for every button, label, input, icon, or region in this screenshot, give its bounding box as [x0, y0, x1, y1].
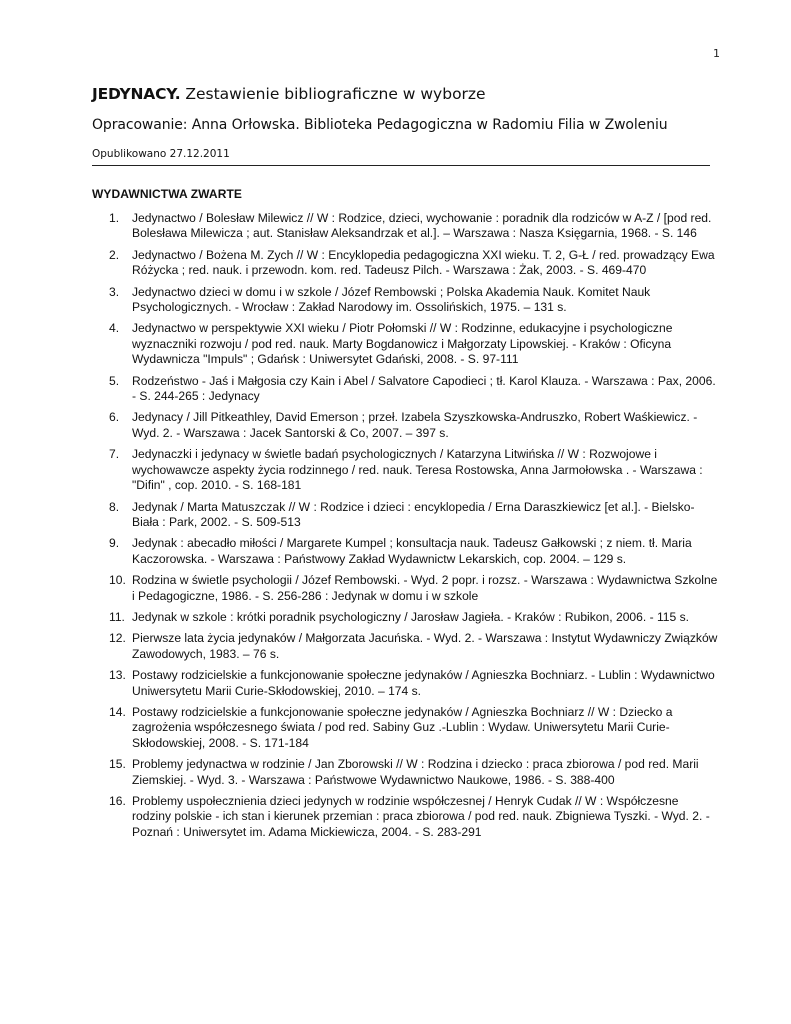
entry-text: Rodzina w świetle psychologii / Józef Rembowski. - Wyd. 2 popr. i rozsz. - Warszawa : Wydawnictwa Szkolne i Pedagogiczne, 1986. - S. 256-286 : Jedynak w domu i w szkole: [132, 573, 718, 603]
entry-number: 11.: [109, 609, 125, 624]
entry-text: Jedynacy / Jill Pitkeathley, David Emerson ; przeł. Izabela Szyszkowska-Andruszko, Robert Waśkiewicz. - Wyd. 2. - Warszawa : Jacek Santorski & Co, 2007. – 397 s.: [132, 410, 698, 440]
entry-text: Jedynactwo dzieci w domu i w szkole / Józef Rembowski ; Polska Akademia Nauk. Komitet Nauk Psychologicznych. - Wrocław : Zakład Narodowy im. Ossolińskich, 1975. – 131 s.: [132, 284, 651, 315]
document-header: [92, 84, 712, 161]
entry-text: Jedynak w szkole : krótki poradnik psychologiczny / Jarosław Jagieła. - Kraków : Rubikon, 2006. - 115 s.: [132, 609, 690, 624]
entry-text: Jedynak : abecadło miłości / Margarete Kumpel ; konsultacja nauk. Tadeusz Gałkowski ; z niem. tł. Maria Kaczorowska. - Warszawa : Państwowy Zakład Wydawnictw Lekarskich, cop. 2004. – 129 s.: [132, 536, 692, 566]
entry-text: Postawy rodzicielskie a funkcjonowanie społeczne jedynaków / Agnieszka Bochniarz // W : Dziecko a zagrożenia współczesnego świata / pod red. Sabiny Guz .-Lublin : Wydaw. Uniwersytetu Marii Curie-Skłodowskiej, 2008. - S. 171-184: [132, 704, 673, 750]
bibliography-entry: [92, 794, 720, 840]
bibliography-entry: [92, 500, 720, 531]
document-title-rest: Zestawienie bibliograficzne w wyborze: [185, 85, 486, 103]
entry-text: Jedynaczki i jedynacy w świetle badań psychologicznych / Katarzyna Litwińska // W : Rozwojowe i wychowawcze aspekty życia rodzinnego / red. nauk. Teresa Rostowska, Anna Jarmołowska . - Warszawa : "Difin" , cop. 2010. - S. 168-181: [132, 447, 703, 493]
published-date: Opublikowano 27.12.2011: [92, 148, 230, 160]
entry-text: Postawy rodzicielskie a funkcjonowanie społeczne jedynaków / Agnieszka Bochniarz. - Lublin : Wydawnictwo Uniwersytetu Marii Curie-Skłodowskiej, 2010. – 174 s.: [132, 668, 715, 698]
entry-number: 15.: [109, 757, 126, 772]
entry-text: Jedynactwo w perspektywie XXI wieku / Piotr Połomski // W : Rodzinne, edukacyjne i psychologiczne wyznaczniki rozwoju / pod red. nauk. Marty Bogdanowicz i Małgorzaty Lipowskiej. - Kraków : Oficyna Wydawnicza "Impuls" ; Gdańsk : Uniwersytet Gdański, 2008. - S. 97-111: [132, 321, 673, 367]
bibliography-entry: [92, 536, 720, 567]
bibliography-entry: [92, 668, 720, 699]
bibliography-entry: [92, 410, 720, 441]
entry-number: 9.: [109, 536, 120, 551]
document-title: [92, 84, 712, 104]
entry-number: 6.: [109, 410, 120, 425]
entry-number: 14.: [109, 704, 126, 719]
bibliography-entry: [92, 447, 720, 493]
entry-text: Pierwsze lata życia jedynaków / Małgorzata Jacuńska. - Wyd. 2. - Warszawa : Instytut Wydawniczy Związków Zawodowych, 1983. – 76 s.: [132, 631, 718, 661]
entry-text: Rodzeństwo - Jaś i Małgosia czy Kain i Abel / Salvatore Capodieci ; tł. Karol Klauza. - Warszawa : Pax, 2006. - S. 244-265 : Jedynacy: [132, 373, 716, 404]
entry-number: 12.: [109, 631, 126, 646]
document-subtitle: Opracowanie: Anna Orłowska. Biblioteka Pedagogiczna w Radomiu Filia w Zwoleniu: [92, 117, 668, 133]
entry-number: 13.: [109, 668, 126, 683]
entry-text: Jedynak / Marta Matuszczak // W : Rodzice i dzieci : encyklopedia / Erna Daraszkiewicz [et al.]. - Bielsko-Biała : Park, 2002. - S. 509-513: [132, 499, 695, 529]
entry-number: 10.: [109, 573, 126, 588]
bibliography-entry: [92, 248, 720, 279]
bibliography-entry: [92, 211, 720, 242]
entry-number: 4.: [109, 321, 120, 336]
entry-text: Jedynactwo / Bolesław Milewicz // W : Rodzice, dzieci, wychowanie : poradnik dla rodziców w A-Z / [pod red. Bolesława Milewicza ; aut. Stanisław Aleksandrzak et al.]. – Warszawa : Nasza Księgarnia, 1968. - S. 146: [132, 211, 712, 241]
bibliography-list: [92, 211, 720, 846]
page-number: 1: [713, 47, 720, 60]
section-title: WYDAWNICTWA ZWARTE: [92, 187, 243, 201]
entry-number: 1.: [109, 211, 120, 225]
entry-text: Jedynactwo / Bożena M. Zych // W : Encyklopedia pedagogiczna XXI wieku. T. 2, G-Ł / red. prowadzący Ewa Różycka ; red. nauk. i przewodn. kom. red. Tadeusz Pilch. - Warszawa : Żak, 2003. - S. 469-470: [132, 247, 715, 278]
bibliography-entry: [92, 757, 720, 788]
bibliography-entry: [92, 321, 720, 367]
bibliography-entry: [92, 631, 720, 662]
header-divider: [92, 165, 710, 166]
entry-number: 3.: [109, 284, 120, 299]
entry-number: 16.: [109, 794, 126, 808]
bibliography-entry: [92, 573, 720, 604]
entry-number: 2.: [109, 247, 120, 262]
entry-number: 7.: [109, 447, 120, 462]
entry-number: 8.: [109, 499, 120, 514]
bibliography-entry: [92, 285, 720, 316]
entry-text: Problemy uspołecznienia dzieci jedynych w rodzinie współczesnej / Henryk Cudak // W : Współczesne rodziny polskie - ich stan i kierunek przemian : praca zbiorowa / pod red. nauk. Zbigniewa Tyszki. - Wyd. 2. - Poznań : Uniwersytet im. Adama Mickiewicza, 2004. - S. 283-291: [132, 794, 710, 839]
bibliography-entry: [92, 705, 720, 751]
bibliography-entry: [92, 610, 720, 625]
bibliography-entry: [92, 374, 720, 405]
entry-number: 5.: [109, 373, 120, 388]
entry-text: Problemy jedynactwa w rodzinie / Jan Zborowski // W : Rodzina i dziecko : praca zbiorowa / pod red. Marii Ziemskiej. - Wyd. 3. - Warszawa : Państwowe Wydawnictwo Naukowe, 1986. - S. 388-400: [132, 757, 699, 787]
document-title-bold: JEDYNACY.: [92, 85, 181, 103]
